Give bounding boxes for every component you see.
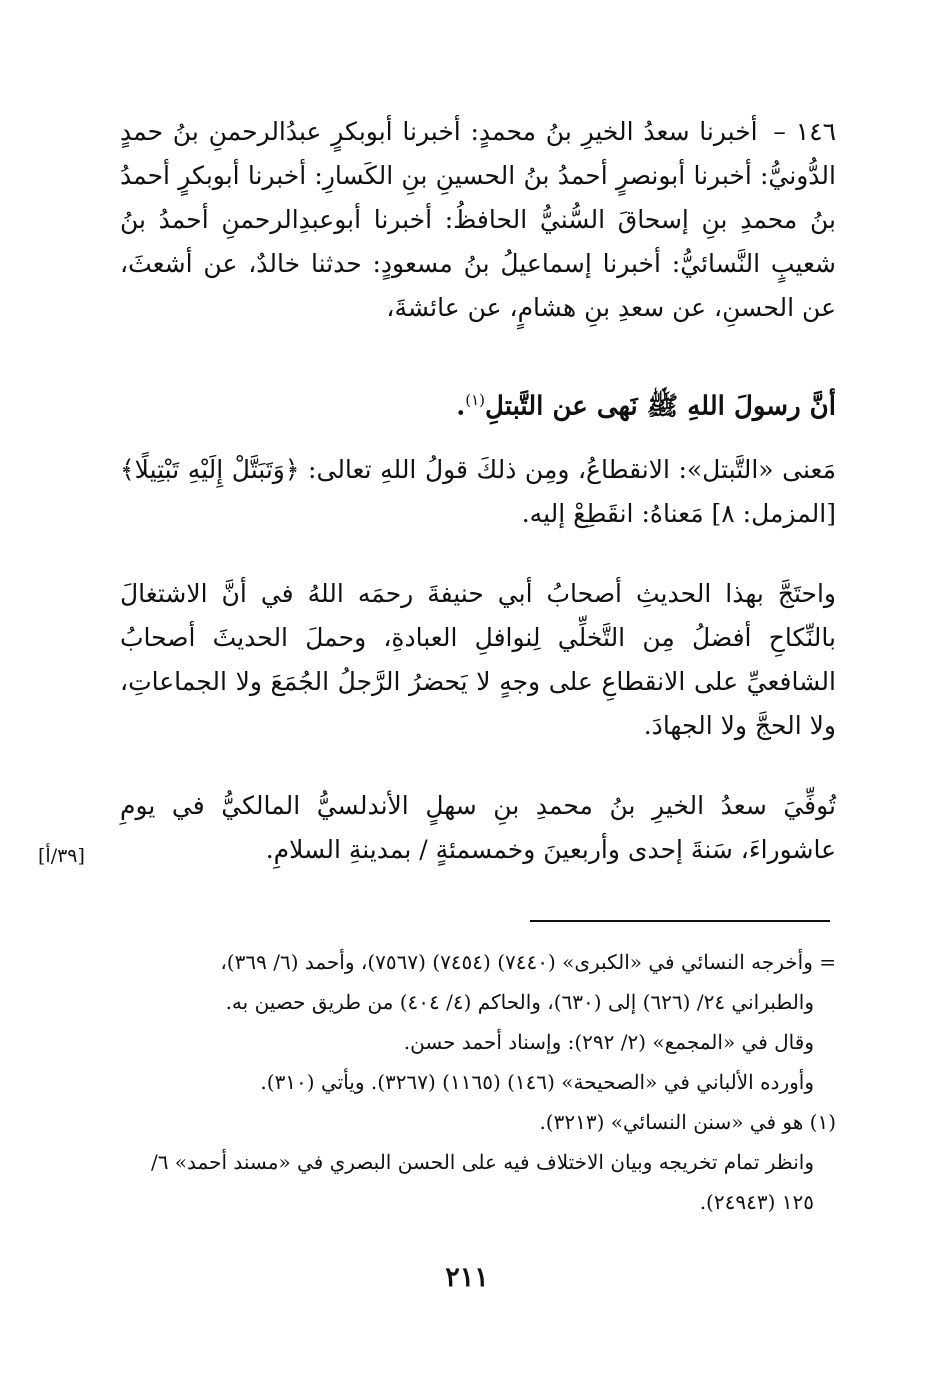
footnote-continuation-line: وأورده الألباني في «الصحيحة» (١٤٦) (١١٦٥) (٣٢٦٧). ويأتي (٣١٠). (260, 1070, 814, 1094)
paragraph-meaning (120, 448, 836, 536)
footnote-1-line: ١٢٥ (٢٤٩٤٣). (699, 1190, 814, 1214)
fiqh-text: واحتَجَّ بهذا الحديثِ أصحابُ أبي حنيفةَ رحمَه اللهُ في أنَّ الاشتغالَ بالنِّكاحِ أفضلُ مِن التَّخلِّي لِنوافلِ العبادةِ، وحملَ الحديثَ أصحابُ الشافعيِّ على الانقطاعِ على وجهٍ لا يَحضرُ الرَّجلُ الجُمَعَ ولا الجماعاتِ، ولا الحجَّ ولا الجهادَ. (120, 579, 836, 740)
biography-text: تُوفِّيَ سعدُ الخيرِ بنُ محمدِ بنِ سهلٍ الأندلسيُّ المالكيُّ في يومِ عاشوراءَ، سَنةَ إحدى وأربعينَ وخمسمئةٍ / بمدينةِ السلامِ. (120, 791, 836, 864)
hadith-text (120, 378, 836, 429)
footnote-continuation-line: وقال في «المجمع» (٢/ ٢٩٢): وإسناد أحمد حسن. (403, 1030, 814, 1054)
page-number: ٢١١ (445, 1262, 489, 1293)
footnote-continuation-line: = وأخرجه النسائي في «الكبرى» (٧٤٤٠) (٧٤٥٤) (٧٥٦٧)، وأحمد (٦/ ٣٦٩)، (220, 950, 836, 974)
paragraph-isnad (120, 110, 836, 330)
hadith-matn: أنَّ رسولَ اللهِ ﷺ نَهى عن التَّبتلِ (485, 391, 836, 422)
hadith-end-mark: . (456, 391, 466, 422)
manuscript-folio-reference: [٣٩/أ] (38, 845, 85, 867)
meaning-text: مَعنى «التَّبتل»: الانقطاعُ، ومِن ذلكَ قولُ اللهِ تعالى: ﴿وَتَبَتَّلْ إِلَيْهِ تَبْتِيلًا﴾ [المزمل: ٨] مَعناهُ: انقَطِعْ إليه. (120, 455, 836, 528)
paragraph-biography (120, 784, 836, 872)
footnote-1: (١) هو في «سنن النسائي» (٣٢١٣). (539, 1110, 836, 1134)
footnote-1-line: وانظر تمام تخريجه وبيان الاختلاف فيه على الحسن البصري في «مسند أحمد» ٦/ (150, 1150, 814, 1174)
footnote-continuation-line: والطبراني ٢٤/ (٦٢٦) إلى (٦٣٠)، والحاكم (٤/ ٤٠٤) من طريق حصين به. (225, 990, 814, 1014)
footnotes-section (150, 942, 836, 1222)
paragraph-fiqh (120, 572, 836, 748)
footnote-divider (530, 920, 830, 922)
footnote-reference-1[interactable]: (١) (465, 391, 486, 409)
paragraph-number: ١٤٦ – (773, 117, 837, 146)
isnad-text: أخبرنا سعدُ الخيرِ بنُ محمدٍ: أخبرنا أبوبكرٍ عبدُالرحمنِ بنُ حمدٍ الدُّونيُّ: أخبرنا أبونصرٍ أحمدُ بنُ الحسينِ بنِ الكَسارِ: أخبرنا أبوبكرٍ أحمدُ بنُ محمدِ بنِ إسحاقَ السُّنيُّ الحافظُ: أخبرنا أبوعبدِالرحمنِ أحمدُ بنُ شعيبٍ النَّسائيُّ: أخبرنا إسماعيلُ بنُ مسعودٍ: حدثنا خالدٌ، عن أشعثَ، عن الحسنِ، عن سعدِ بنِ هشامٍ، عن عائشةَ، (120, 117, 836, 322)
